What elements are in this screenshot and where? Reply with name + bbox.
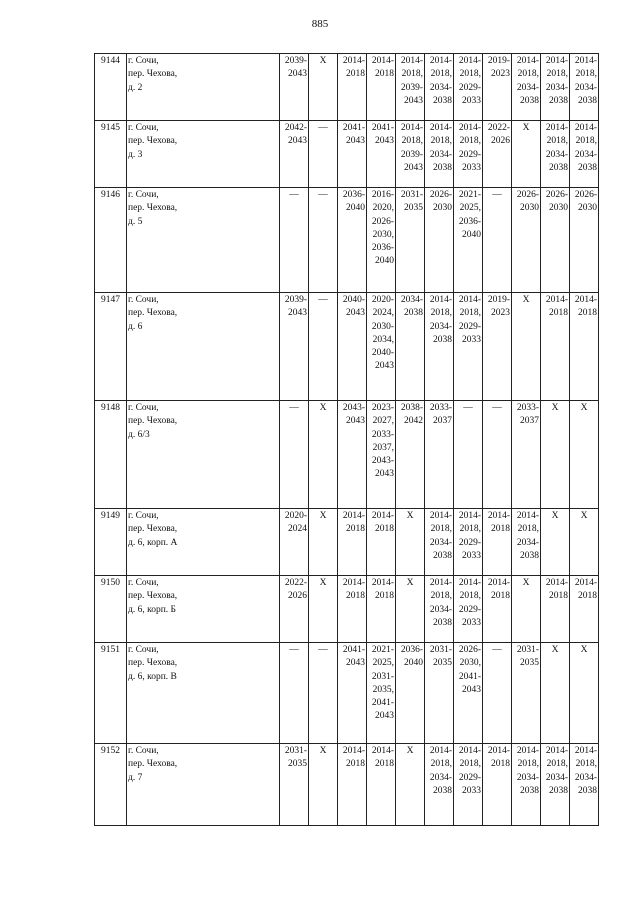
period-cell: 2014- 2018, 2034- 2038	[570, 121, 599, 188]
period-cell: 2014- 2018, 2034- 2038	[425, 293, 454, 401]
period-cell: 2014- 2018	[338, 744, 367, 826]
period-cell: 2014- 2018, 2034- 2038	[512, 509, 541, 576]
period-cell: 2020- 2024	[280, 509, 309, 576]
period-cell: 2042- 2043	[280, 121, 309, 188]
period-cell: 2031- 2035	[512, 643, 541, 744]
period-cell: X	[570, 509, 599, 576]
period-cell: 2014- 2018, 2034- 2038	[541, 121, 570, 188]
period-cell: X	[309, 401, 338, 509]
period-cell: 2014- 2018	[570, 293, 599, 401]
period-cell: 2041- 2043	[338, 643, 367, 744]
period-cell: 2041- 2043	[338, 121, 367, 188]
period-cell: 2014- 2018	[570, 576, 599, 643]
table-row	[95, 509, 599, 576]
period-cell: 2014- 2018, 2029- 2033	[454, 576, 483, 643]
period-cell: 2014- 2018	[338, 576, 367, 643]
period-cell: 2016- 2020, 2026- 2030, 2036- 2040	[367, 188, 396, 293]
period-cell: 2014- 2018, 2034- 2038	[425, 121, 454, 188]
period-cell: 2014- 2018	[483, 576, 512, 643]
registry-table	[94, 53, 599, 826]
period-cell: X	[309, 576, 338, 643]
period-cell: 2023- 2027, 2033- 2037, 2043- 2043	[367, 401, 396, 509]
period-cell: 2033- 2037	[512, 401, 541, 509]
period-cell: 2014- 2018	[483, 744, 512, 826]
period-cell: 2014- 2018, 2034- 2038	[425, 509, 454, 576]
period-cell: X	[396, 576, 425, 643]
period-cell: X	[309, 509, 338, 576]
period-cell: —	[483, 643, 512, 744]
period-cell: 2014- 2018, 2034- 2038	[541, 744, 570, 826]
period-cell: 2014- 2018, 2034- 2038	[512, 54, 541, 121]
period-cell: 2022- 2026	[280, 576, 309, 643]
period-cell: 2031- 2035	[425, 643, 454, 744]
table-row	[95, 54, 599, 121]
table-row	[95, 643, 599, 744]
period-cell: 2033- 2037	[425, 401, 454, 509]
period-cell: 2014- 2018, 2029- 2033	[454, 121, 483, 188]
row-number: 9145	[95, 121, 127, 188]
period-cell: 2039- 2043	[280, 293, 309, 401]
table-row	[95, 188, 599, 293]
period-cell: X	[396, 744, 425, 826]
address-cell: г. Сочи, пер. Чехова, д. 6, корп. А	[127, 509, 280, 576]
period-cell: 2039- 2043	[280, 54, 309, 121]
row-number: 9151	[95, 643, 127, 744]
period-cell: 2022- 2026	[483, 121, 512, 188]
period-cell: 2014- 2018	[338, 509, 367, 576]
period-cell: —	[309, 643, 338, 744]
table-row	[95, 401, 599, 509]
period-cell: 2014- 2018, 2034- 2038	[425, 576, 454, 643]
period-cell: 2031- 2035	[396, 188, 425, 293]
period-cell: 2014- 2018, 2029- 2033	[454, 54, 483, 121]
period-cell: 2014- 2018	[541, 293, 570, 401]
period-cell: 2020- 2024, 2030- 2034, 2040- 2043	[367, 293, 396, 401]
period-cell: 2041- 2043	[367, 121, 396, 188]
period-cell: 2014- 2018	[367, 54, 396, 121]
period-cell: 2014- 2018	[367, 576, 396, 643]
address-cell: г. Сочи, пер. Чехова, д. 7	[127, 744, 280, 826]
period-cell: 2026- 2030	[425, 188, 454, 293]
period-cell: 2036- 2040	[338, 188, 367, 293]
period-cell: 2031- 2035	[280, 744, 309, 826]
period-cell: 2014- 2018, 2034- 2038	[425, 744, 454, 826]
period-cell: X	[541, 509, 570, 576]
period-cell: —	[454, 401, 483, 509]
address-cell: г. Сочи, пер. Чехова, д. 6	[127, 293, 280, 401]
address-cell: г. Сочи, пер. Чехова, д. 2	[127, 54, 280, 121]
period-cell: —	[309, 121, 338, 188]
period-cell: X	[570, 643, 599, 744]
period-cell: 2014- 2018, 2029- 2033	[454, 509, 483, 576]
period-cell: 2014- 2018, 2039- 2043	[396, 54, 425, 121]
period-cell: 2026- 2030	[541, 188, 570, 293]
period-cell: 2040- 2043	[338, 293, 367, 401]
row-number: 9147	[95, 293, 127, 401]
row-number: 9146	[95, 188, 127, 293]
address-cell: г. Сочи, пер. Чехова, д. 6, корп. В	[127, 643, 280, 744]
period-cell: 2014- 2018, 2034- 2038	[570, 744, 599, 826]
table-body	[95, 54, 599, 826]
period-cell: 2036- 2040	[396, 643, 425, 744]
period-cell: 2014- 2018	[367, 509, 396, 576]
period-cell: —	[483, 188, 512, 293]
period-cell: 2014- 2018	[367, 744, 396, 826]
period-cell: 2043- 2043	[338, 401, 367, 509]
address-cell: г. Сочи, пер. Чехова, д. 6, корп. Б	[127, 576, 280, 643]
period-cell: 2014- 2018, 2029- 2033	[454, 744, 483, 826]
period-cell: X	[512, 293, 541, 401]
table-row	[95, 576, 599, 643]
period-cell: X	[309, 744, 338, 826]
period-cell: 2014- 2018, 2039- 2043	[396, 121, 425, 188]
period-cell: 2014- 2018, 2034- 2038	[512, 744, 541, 826]
period-cell: —	[280, 188, 309, 293]
period-cell: X	[541, 401, 570, 509]
period-cell: —	[309, 293, 338, 401]
row-number: 9152	[95, 744, 127, 826]
row-number: 9150	[95, 576, 127, 643]
period-cell: —	[483, 401, 512, 509]
period-cell: X	[396, 509, 425, 576]
page-number: 885	[311, 18, 329, 30]
table-row	[95, 293, 599, 401]
period-cell: 2019- 2023	[483, 293, 512, 401]
period-cell: X	[541, 643, 570, 744]
address-cell: г. Сочи, пер. Чехова, д. 6/3	[127, 401, 280, 509]
period-cell: 2026- 2030	[512, 188, 541, 293]
period-cell: 2021- 2025, 2036- 2040	[454, 188, 483, 293]
period-cell: 2038- 2042	[396, 401, 425, 509]
period-cell: —	[280, 401, 309, 509]
period-cell: —	[309, 188, 338, 293]
period-cell: X	[512, 121, 541, 188]
period-cell: X	[570, 401, 599, 509]
period-cell: 2026- 2030, 2041- 2043	[454, 643, 483, 744]
row-number: 9144	[95, 54, 127, 121]
address-cell: г. Сочи, пер. Чехова, д. 5	[127, 188, 280, 293]
period-cell: 2034- 2038	[396, 293, 425, 401]
row-number: 9148	[95, 401, 127, 509]
address-cell: г. Сочи, пер. Чехова, д. 3	[127, 121, 280, 188]
period-cell: 2014- 2018	[483, 509, 512, 576]
table-row	[95, 121, 599, 188]
row-number: 9149	[95, 509, 127, 576]
period-cell: 2014- 2018	[338, 54, 367, 121]
period-cell: X	[309, 54, 338, 121]
period-cell: 2014- 2018, 2034- 2038	[570, 54, 599, 121]
period-cell: 2021- 2025, 2031- 2035, 2041- 2043	[367, 643, 396, 744]
period-cell: X	[512, 576, 541, 643]
table-row	[95, 744, 599, 826]
period-cell: —	[280, 643, 309, 744]
period-cell: 2014- 2018, 2029- 2033	[454, 293, 483, 401]
period-cell: 2019- 2023	[483, 54, 512, 121]
period-cell: 2014- 2018	[541, 576, 570, 643]
period-cell: 2014- 2018, 2034- 2038	[425, 54, 454, 121]
period-cell: 2026- 2030	[570, 188, 599, 293]
period-cell: 2014- 2018, 2034- 2038	[541, 54, 570, 121]
